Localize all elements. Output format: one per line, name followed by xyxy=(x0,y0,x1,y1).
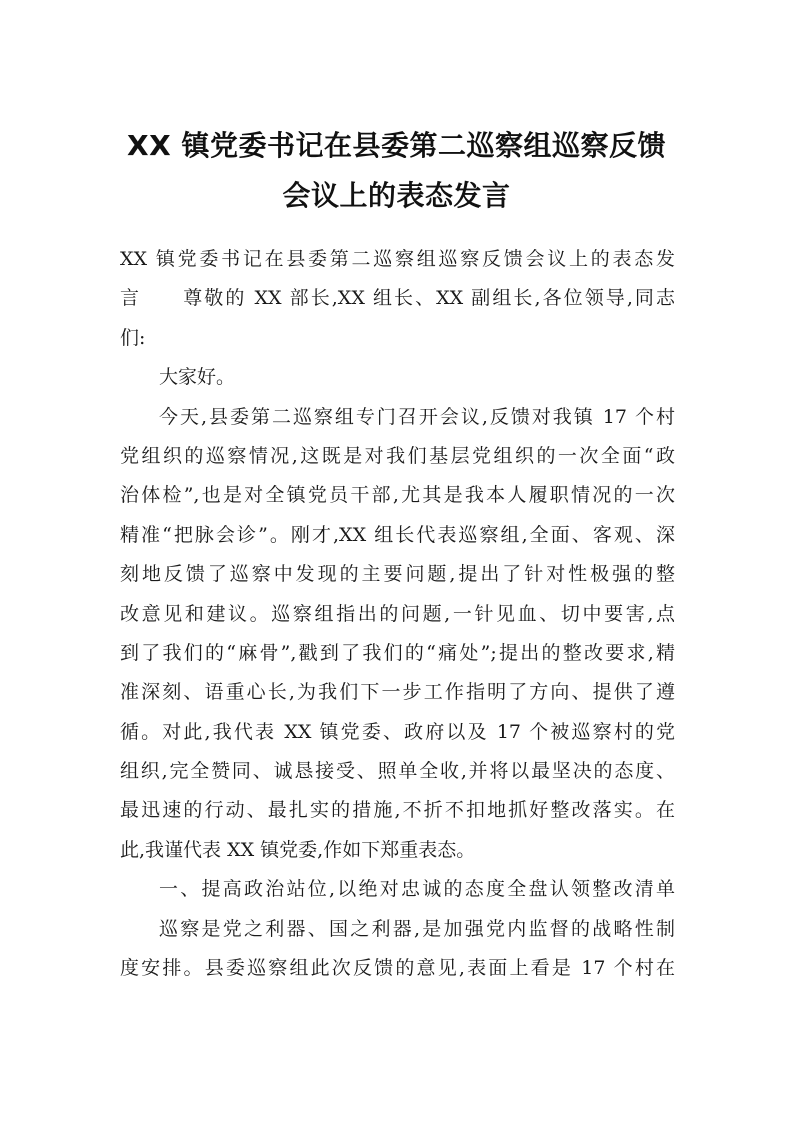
body-line: 言 尊敬的 XX 部长,XX 组长、XX 副组长,各位领导,同志 xyxy=(120,287,675,310)
body-line: 治体检”,也是对全镇党员干部,尤其是我本人履职情况的一次 xyxy=(120,484,675,507)
body-line: XX 镇党委书记在县委第二巡察组巡察反馈会议上的表态发 xyxy=(120,248,675,270)
body-line: 党组织的巡察情况,这既是对我们基层党组织的一次全面“政 xyxy=(120,444,675,467)
document-title-line-2: 会议上的表态发言 xyxy=(282,179,511,212)
body-line: 们: xyxy=(120,326,146,349)
body-line: 循。对此,我代表 XX 镇党委、政府以及 17 个被巡察村的党 xyxy=(120,720,675,743)
body-line: 今天,县委第二巡察组专门召开会议,反馈对我镇 17 个村 xyxy=(159,405,675,428)
body-line: 最迅速的行动、最扎实的措施,不折不扣地抓好整改落实。在 xyxy=(120,799,675,822)
body-line: 改意见和建议。巡察组指出的问题,一针见血、切中要害,点 xyxy=(120,602,675,625)
body-line: 度安排。县委巡察组此次反馈的意见,表面上看是 17 个村在 xyxy=(120,957,675,980)
document-body xyxy=(120,244,675,992)
body-line: 组织,完全赞同、诚恳接受、照单全收,并将以最坚决的态度、 xyxy=(120,760,675,783)
body-line: 巡察是党之利器、国之利器,是加强党内监督的战略性制 xyxy=(159,917,675,940)
section-heading: 一、提高政治站位,以绝对忠诚的态度全盘认领整改清单 xyxy=(159,878,675,901)
body-line: 准深刻、语重心长,为我们下一步工作指明了方向、提供了遵 xyxy=(120,681,675,704)
body-line: 刻地反馈了巡察中发现的主要问题,提出了针对性极强的整 xyxy=(120,563,675,586)
body-line: 精准“把脉会诊”。刚才,XX 组长代表巡察组,全面、客观、深 xyxy=(120,523,675,546)
body-line: 此,我谨代表 XX 镇党委,作如下郑重表态。 xyxy=(120,838,476,861)
document-title-line-1: XX 镇党委书记在县委第二巡察组巡察反馈 xyxy=(127,129,666,162)
body-line: 到了我们的“麻骨”,戳到了我们的“痛处”;提出的整改要求,精 xyxy=(120,641,675,664)
paragraph-greeting: 大家好。 xyxy=(159,366,236,389)
